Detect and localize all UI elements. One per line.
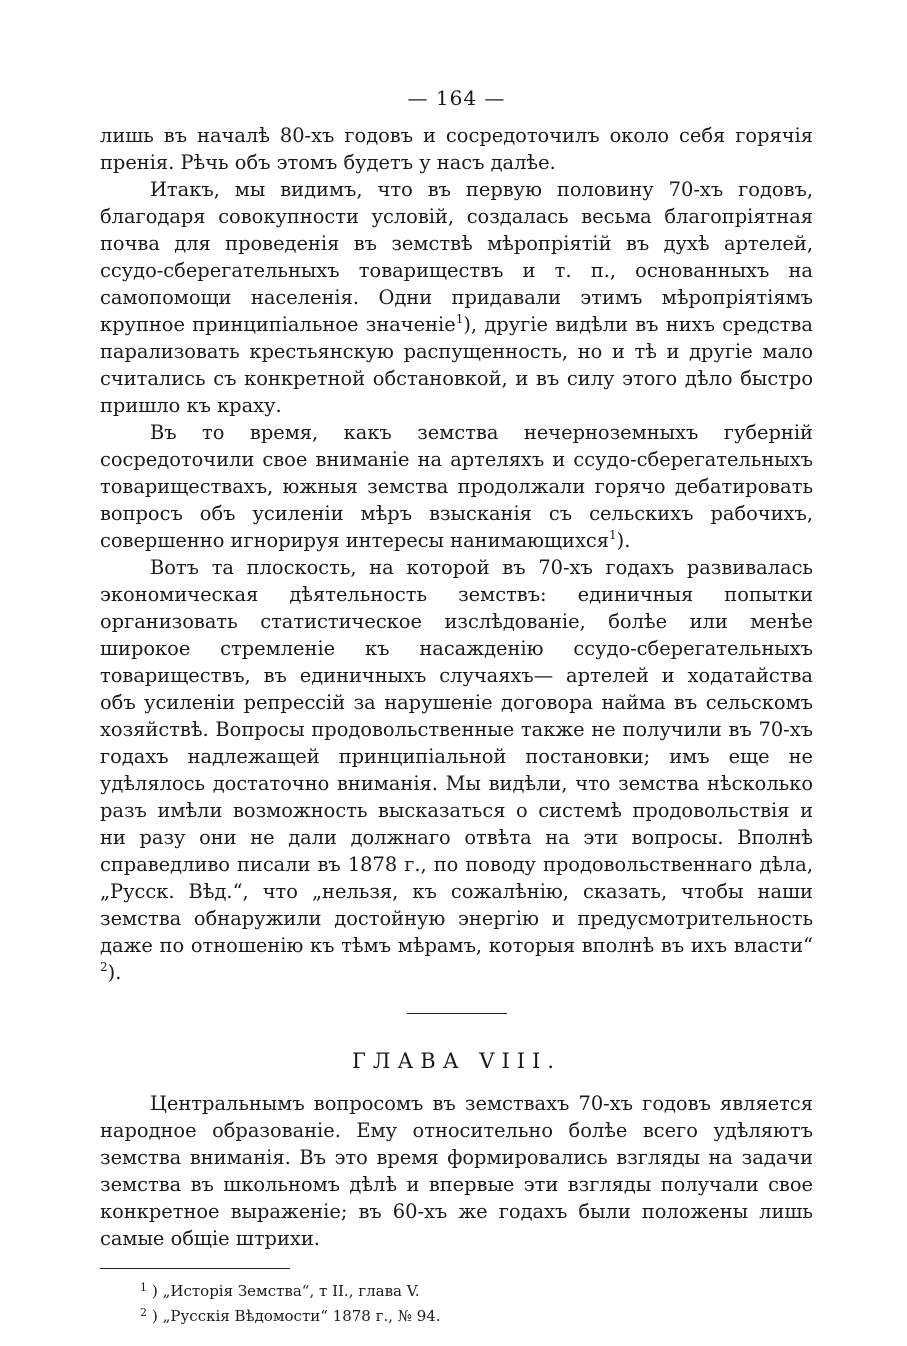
main-text bbox=[100, 122, 813, 986]
footnote-mark-1: 1 bbox=[140, 1281, 147, 1294]
paragraph-3 bbox=[100, 419, 813, 554]
footnote-ref-1: 1 bbox=[455, 312, 464, 326]
paragraph-4-text-tail: ). bbox=[107, 961, 122, 984]
book-page bbox=[100, 84, 813, 1327]
paragraph-2 bbox=[100, 176, 813, 419]
paragraph-4-text: Вотъ та плоскость, на которой въ 70-хъ годахъ развивалась экономическая дѣятельность земствъ: единичныя попытки организовать статистическое изслѣдованіе, болѣе или менѣе широкое стремленіе къ насажденію ссудо-сберегательныхъ товариществъ, въ единичныхъ случаяхъ— артелей и ходатайства объ усиленіи репрессій за нарушеніе договора найма въ сельскомъ хозяйствѣ. Вопросы продовольственные также не получили въ 70-хъ годахъ надлежащей принципіальной постановки; имъ еще не удѣлялось достаточно вниманія. Мы видѣли, что земства нѣсколько разъ имѣли возможность высказаться о системѣ продовольствія и ни разу они не дали должнаго отвѣта на эти вопросы. Вполнѣ справедливо писали въ 1878 г., по поводу продовольственнаго дѣла, „Русск. Вѣд.“, что „нельзя, къ сожалѣнію, сказать, чтобы наши земства обнаружили достойную энергію и предусмотрительность даже по отношенію къ тѣмъ мѣрамъ, которыя вполнѣ въ ихъ власти“ bbox=[100, 556, 813, 957]
footnote-text-1: ) „Исторія Земства“, т II., глава V. bbox=[152, 1282, 420, 1300]
paragraph-3-text: Въ то время, какъ земства нечерноземныхъ губерній сосредоточили свое вниманіе на артеляхъ и ссудо-сберегательныхъ товариществахъ, южныя земства продолжали горячо дебатировать вопросъ объ усиленіи мѣръ взысканія съ сельскихъ рабочихъ, совершенно игнорируя интересы нанимающихся bbox=[100, 421, 813, 552]
footnote-rule bbox=[100, 1268, 290, 1269]
paragraph-2-text: Итакъ, мы видимъ, что въ первую половину 70-хъ годовъ, благодаря совокупности условій, создалась весьма благопріятная почва для проведенія въ земствѣ мѣропріятій въ духѣ артелей, ссудо-сберегательныхъ товариществъ и т. п., основанныхъ на самопомощи населенія. Одни придавали этимъ мѣропріятіямъ крупное принципіальное значеніе bbox=[100, 178, 813, 336]
footnotes bbox=[100, 1277, 813, 1327]
chapter-text bbox=[100, 1090, 813, 1252]
footnote-mark-2: 2 bbox=[140, 1306, 147, 1319]
chapter-title: ГЛАВА VIII. bbox=[351, 1049, 562, 1073]
page-number: — 164 — bbox=[407, 86, 506, 110]
section-separator bbox=[407, 1013, 507, 1014]
paragraph-3-text-tail: ). bbox=[616, 529, 631, 552]
paragraph-2-text-tail: ), другіе видѣли въ нихъ средства парализовать крестьянскую распущенность, но и тѣ и другіе мало считались съ конкретной обстановкой, и въ силу этого дѣло быстро пришло къ краху. bbox=[100, 313, 813, 417]
chapter-paragraph: Центральнымъ вопросомъ въ земствахъ 70-хъ годовъ является народное образованіе. Ему относительно болѣе всего удѣляютъ земства вниманія. Въ это время формировались взгляды на задачи земства въ школьномъ дѣлѣ и впервые эти взгляды получали свое конкретное выраженіе; въ 60-хъ же годахъ были положены лишь самые общіе штрихи. bbox=[100, 1092, 813, 1250]
footnote-text-2: ) „Русскія Вѣдомости“ 1878 г., № 94. bbox=[152, 1307, 441, 1325]
footnote-1 bbox=[100, 1277, 813, 1302]
footnote-ref-2: 2 bbox=[100, 960, 108, 974]
footnote-ref-1b: 1 bbox=[609, 528, 617, 542]
paragraph-4 bbox=[100, 554, 813, 986]
footnote-2 bbox=[100, 1302, 813, 1327]
paragraph-1: лишь въ началѣ 80-хъ годовъ и сосредоточилъ около себя горячія пренія. Рѣчь объ этомъ будетъ у насъ далѣе. bbox=[100, 124, 813, 174]
